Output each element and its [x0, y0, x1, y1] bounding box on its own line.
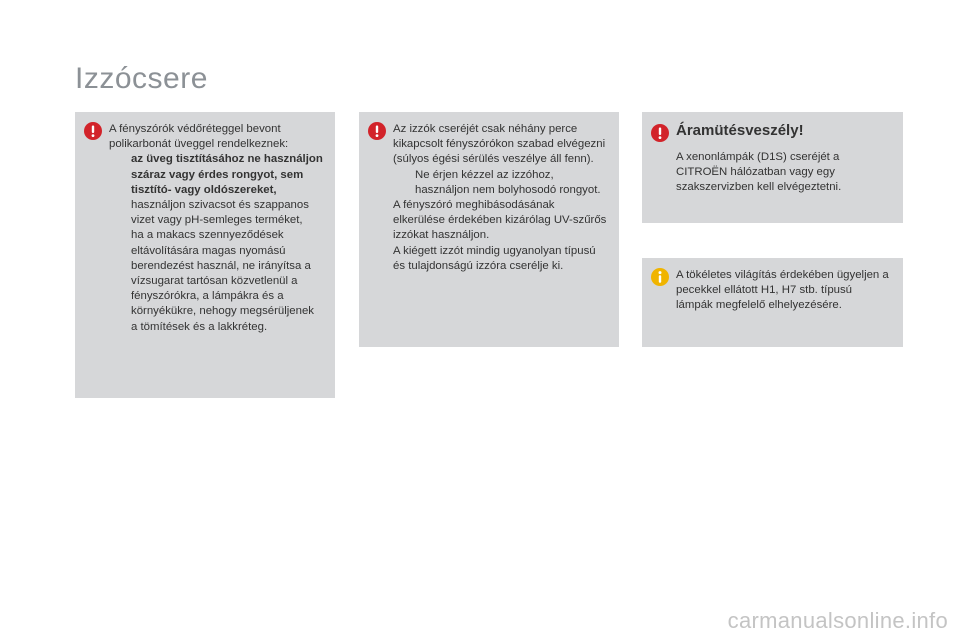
panel-left-list [109, 152, 323, 334]
list-item-text: az üveg tisztításához ne használjon száraz vagy érdes rongyot, sem tisztító- vagy oldószereket, [131, 153, 323, 196]
warning-icon [368, 122, 386, 140]
panel-bulb-replacement [359, 112, 619, 347]
list-item [109, 152, 323, 198]
page-title: Izzócsere [75, 62, 208, 95]
panel-middle-para2: A fényszóró meghibásodásának elkerülése érdekében kizárólag UV-szűrős izzókat használjon. [393, 199, 607, 242]
info-icon [651, 268, 669, 286]
warning-icon [84, 122, 102, 140]
list-item-text: ha a makacs szennyeződések eltávolítására magas nyomású berendezést használ, ne irányítsa a vízsugarat tartósan közvetlenül a fényszórókra, a lámpákra és a környékükre, nehogy megsérüljenek a tömítések és a lakkréteg. [131, 229, 314, 333]
panel-right-bottom-text: A tökéletes világítás érdekében ügyeljen a pecekkel ellátott H1, H7 stb. típusú lámpák megfelelő elhelyezésére. [676, 269, 889, 312]
warning-icon [651, 124, 669, 142]
watermark: carmanualsonline.info [727, 608, 948, 633]
panel-correct-positioning-info [642, 258, 903, 347]
list-item [109, 198, 323, 228]
panel-right-heading: Áramütésveszély! [676, 122, 804, 139]
list-item-text: Ne érjen kézzel az izzóhoz, használjon nem bolyhosodó rongyot. [415, 168, 601, 196]
panel-middle-para3: A kiégett izzót mindig ugyanolyan típusú és tulajdonságú izzóra cserélje ki. [393, 244, 596, 272]
list-item-text: használjon szivacsot és szappanos vizet vagy pH-semleges terméket, [131, 199, 309, 227]
panel-middle-list [393, 168, 607, 198]
panel-left-intro: A fényszórók védőréteggel bevont polikarbonát üveggel rendelkeznek: [109, 123, 289, 151]
panel-right-text: A xenonlámpák (D1S) cseréjét a CITROËN hálózatban vagy egy szakszervizben kell elvégeztetni. [676, 151, 842, 194]
panel-protective-coating [75, 112, 335, 398]
list-item [393, 168, 607, 198]
panel-electric-shock-warning [642, 112, 903, 223]
panel-middle-intro: Az izzók cseréjét csak néhány perce kikapcsolt fényszórókon szabad elvégezni (súlyos égési sérülés veszélye áll fenn). [393, 123, 606, 166]
list-item [109, 228, 323, 334]
